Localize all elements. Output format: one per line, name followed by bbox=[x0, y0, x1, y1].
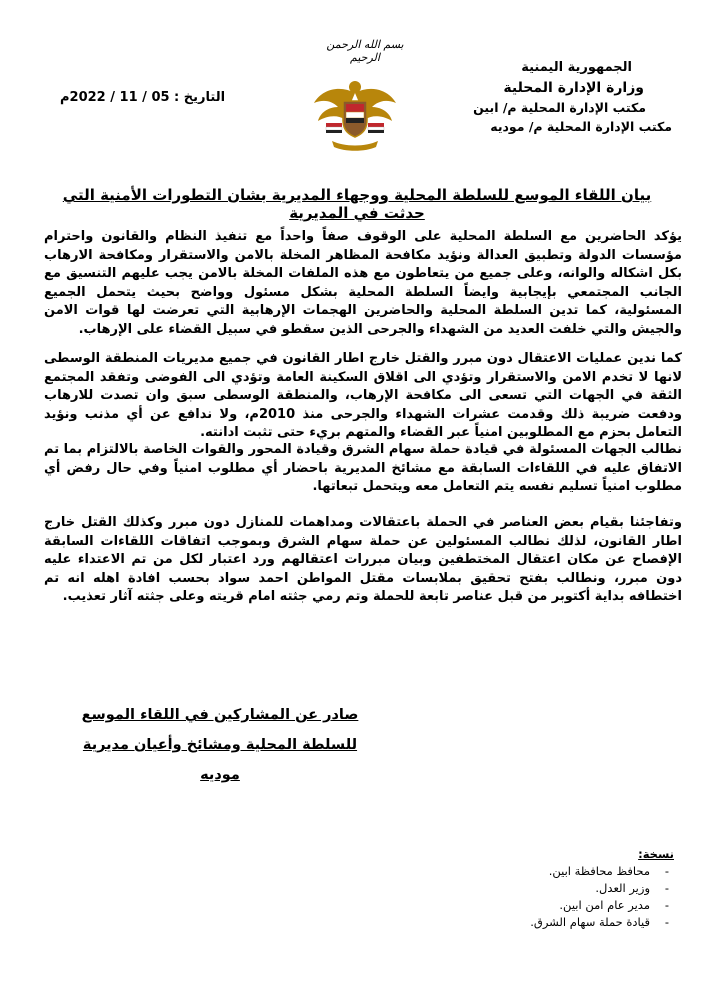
paragraph-2: كما ندين عمليات الاعتقال دون مبرر والقتل خارج اطار القانون في جميع مديريات المنطقة الوسطى لانها لا تخدم الامن والاستقرار وتؤدي الى اقلاق السكينة العامة وتؤدي الى الفوضى وتفقد المجتمع الثقة في الجهات التي تسعى الى مكافحة الإرهاب، والمنطقة الوسطى سبق وان تصدت للارهاب ودفعت ضريبة ذلك وقدمت عشرات الشهداء والجرحى منذ 2010م، ولا ندافع عن أي مذنب ونؤيد التعامل بحزم مع المطلوبين امنياً عبر القضاء والمتهم بريء حتى تثبت ادانته. bbox=[44, 351, 682, 440]
yemen-eagle-emblem-icon bbox=[310, 75, 400, 155]
ministry-name: وزارة الإدارة المحلية bbox=[503, 80, 644, 96]
list-dash: - bbox=[664, 898, 670, 912]
office-mudiyah: مكتب الإدارة المحلية م/ موديه bbox=[490, 119, 672, 134]
paragraph-3: نطالب الجهات المسئولة في قيادة حملة سهام الشرق وقيادة المحور والقوات الخاصة بالالتزام بما تم الاتفاق عليه في اللقاءات السابقة مع مشائخ المديرية باحضار أي مطلوب امنياً وفي حال رفض أي مطلوب امنياً تسليم نفسه يتم التعامل معه ويتحمل تبعاتها. bbox=[44, 442, 682, 494]
copy-recipient: وزير العدل. bbox=[595, 881, 650, 895]
republic-name: الجمهورية اليمنية bbox=[521, 60, 632, 75]
paragraph-1: يؤكد الحاضرين مع السلطة المحلية على الوقوف صفاً واحداً مع تنفيذ النظام والقانون واحترام مؤسسات الدولة وتطبيق العدالة ونؤيد مكافحة المظاهر المخلة بالامن والاستقرار ومكافحة الارهاب بكل اشكاله والوانه، وعلى جميع من يتعاطون مع هذه الملفات المخلة بالامن يجب عليهم التنسيق مع الجانب المجتمعي بإيجابية وايضاً السلطة المحلية بشكل مسئول وواضح بحيث يتحمل الجميع المسئولية، كما تدين السلطة المحلية والحاضرين الهجمات الإرهابية التي تعرضت لها قوات الامن والجيش والتي خلفت العديد من الشهداء والجرحى الذين سقطو في سبيل القضاء على الإرهاب. bbox=[44, 229, 682, 337]
signature-line-1: صادر عن المشاركين في اللقاء الموسع bbox=[81, 707, 359, 723]
copy-recipient: قيادة حملة سهام الشرق. bbox=[530, 915, 650, 929]
copies-list bbox=[434, 846, 674, 931]
copy-recipient: محافظ محافظة ابين. bbox=[548, 864, 650, 878]
basmala: بسم الله الرحمن الرحيم bbox=[326, 38, 404, 64]
list-dash: - bbox=[664, 881, 670, 895]
list-dash: - bbox=[664, 915, 670, 929]
office-abyan: مكتب الإدارة المحلية م/ ابين bbox=[473, 100, 646, 115]
letter-date: التاريخ : 05 / 11 / 2022م bbox=[60, 90, 226, 105]
copies-title: نسخة: bbox=[638, 847, 674, 861]
list-item bbox=[434, 880, 674, 897]
signature-line-2: للسلطة المحلية ومشائخ وأعيان مديرية موديه bbox=[82, 737, 358, 783]
copy-recipient: مدير عام امن ابين. bbox=[559, 898, 650, 912]
list-item bbox=[434, 863, 674, 880]
list-dash: - bbox=[664, 864, 670, 878]
paragraph-4: وتفاجئنا بقيام بعض العناصر في الحملة باعتقالات ومداهمات للمنازل دون مبرر وكذلك القتل خارج اطار القانون، لذلك نطالب المسئولين عن حملة سهام الشرق وبموجب اتفاقات اللقاءات السابقة الإفصاح عن مكان اعتقال المختطفين وبيان مبررات اعتقالهم ورد اعتبار لكل من تم الاعتداء عليه دون مبرر، ونطالب بفتح تحقيق بملابسات مقتل المواطن احمد سواد بحسب افادة اهله انه تم اختطافه بداية أكتوبر من قبل عناصر تابعة للحملة وتم رمي جثته امام قريته وعلى جثته آثار تعذيب. bbox=[44, 515, 682, 604]
letterhead bbox=[432, 58, 672, 136]
list-item bbox=[434, 897, 674, 914]
list-item bbox=[434, 914, 674, 931]
signature-block bbox=[80, 700, 360, 790]
statement-title: بيان اللقاء الموسع للسلطة المحلية ووجهاء المديرية بشان التطورات الأمنية التي حدثت في المديرية bbox=[62, 186, 652, 222]
